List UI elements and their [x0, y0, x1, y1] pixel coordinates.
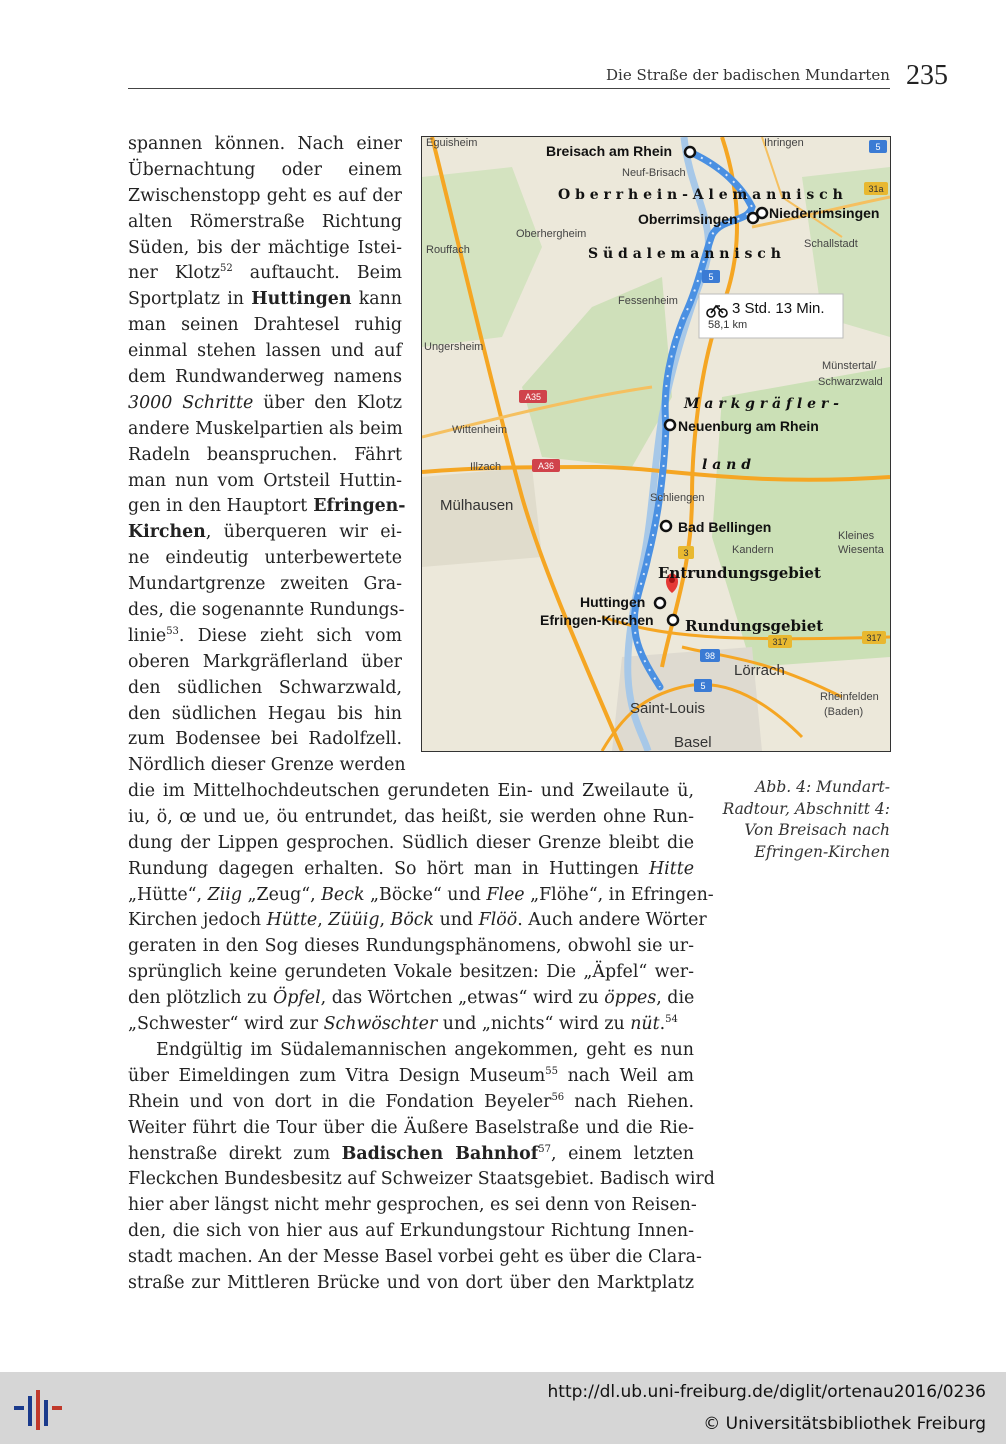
- text-line: Weiter führt die Tour über die Äußere Baselstraße und die Rie-: [128, 1117, 694, 1138]
- place-label: Mülhausen: [440, 497, 514, 514]
- text-run: „Schwester“ wird zur: [128, 1014, 319, 1035]
- text-line: Mundartgrenze zweiten Gra-: [128, 574, 402, 595]
- dialect-region-label: Entrundungsgebiet: [658, 564, 821, 582]
- road-badge: [869, 140, 887, 153]
- text-line: man seinen Drahtesel ruhig: [128, 315, 402, 336]
- text-line: [128, 883, 714, 909]
- footnote-ref: 54: [665, 1014, 678, 1026]
- text-line: des, die sogenannte Rundungs-: [128, 600, 405, 621]
- place-label: Lörrach: [734, 662, 785, 679]
- place-label: Wittenheim: [452, 424, 508, 436]
- text-line: sprünglich keine gerundeten Vokale besitzen: Die „Äpfel“ wer-: [128, 962, 694, 983]
- document-url-link[interactable]: http://dl.ub.uni-freiburg.de/diglit/ortenau2016/0236: [547, 1382, 986, 1402]
- place-label: Oberrimsingen: [638, 211, 738, 227]
- page-number: 235: [906, 60, 948, 91]
- text-line: geraten in den Sog dieses Rundungsphänomens, obwohl sie ur-: [128, 936, 694, 957]
- text-run: , einem letzten: [550, 1143, 695, 1164]
- text-run: linie: [128, 625, 167, 646]
- text-run: . Auch andere Wörter: [517, 910, 707, 931]
- text-line: zum Bodensee bei Radolfzell.: [128, 729, 402, 750]
- text-line: iu, ö, œ und ue, öu entrundet, das heißt, sie werden ohne Run-: [128, 806, 694, 827]
- footnote-ref: 55: [545, 1066, 559, 1078]
- text-line: [128, 520, 402, 546]
- text-run: ner Klotz: [128, 263, 221, 284]
- dialect-region-label: Rundungsgebiet: [685, 617, 824, 635]
- text-run: Sportplatz in: [128, 289, 244, 310]
- place-label: Rheinfelden: [820, 691, 879, 703]
- text-line: alten Römerstraße Richtung: [128, 211, 402, 232]
- text-line: Nördlich dieser Grenze werden: [128, 755, 406, 776]
- text-line: Kirchen jedoch Hütte, Züüig, Böck und Flöö. Auch andere Wörter: [128, 910, 707, 931]
- place-label: Basel: [674, 734, 712, 751]
- text-line: den, die sich von hier aus auf Erkundungstour Richtung Innen-: [128, 1221, 694, 1242]
- text-line: „Schwester“ wird zur Schwöschter und „nichts“ wird zu nüt.$^{54}$: [128, 1014, 678, 1035]
- svg-text:5: 5: [700, 681, 706, 691]
- text-run: henstraße direkt zum: [128, 1143, 331, 1164]
- footnote-ref: 53: [166, 626, 179, 638]
- place-label: Münstertal/: [822, 360, 877, 372]
- text-line: dem Rundwanderweg namens: [128, 367, 402, 388]
- bold-term: Efringen-: [307, 496, 406, 517]
- text-line: Übernachtung oder einem: [128, 159, 402, 180]
- caption-line: Abb. 4: Mundart-: [755, 778, 890, 796]
- text-line: den südlichen Hegau bis hin: [128, 703, 402, 724]
- text-line: andere Muskelpartien als beim: [128, 418, 403, 439]
- text-run: und: [434, 910, 474, 931]
- footnote-ref: 57: [538, 1143, 551, 1155]
- text-line: ne eindeutig unterbewertete: [128, 548, 402, 569]
- road-badge: [862, 631, 886, 644]
- text-line: man nun vom Ortsteil Huttin-: [128, 470, 402, 491]
- place-label: Oberhergheim: [516, 228, 587, 240]
- text-run: , überqueren wir ei-: [205, 522, 402, 543]
- text-line: hier aber längst nicht mehr gesprochen, es sei denn von Reisen-: [128, 1195, 697, 1216]
- road-badge: [694, 679, 712, 692]
- text-run: „Böcke“ und: [364, 884, 481, 905]
- italic-term: Öpfel: [272, 988, 321, 1009]
- text-run: nach Riehen.: [564, 1091, 695, 1112]
- italic-term: Schwöschter: [323, 1014, 438, 1035]
- route-stop-marker: [748, 213, 758, 223]
- italic-term: Beck: [321, 884, 365, 905]
- text-line: [128, 1064, 694, 1090]
- text-run: und „nichts“ wird zu: [437, 1014, 625, 1035]
- route-info-box: [699, 294, 843, 338]
- road-badge: [519, 390, 547, 403]
- place-label: Niederrimsingen: [769, 205, 880, 221]
- text-line: Endgültig im Südalemannischen angekommen, geht es nun: [156, 1040, 694, 1060]
- road-badge: [864, 182, 888, 195]
- text-line: [128, 391, 402, 417]
- svg-text:A35: A35: [524, 392, 542, 402]
- bold-term: Kirchen: [128, 522, 206, 543]
- footnote-ref: 56: [551, 1091, 565, 1103]
- footnote-ref: 52: [220, 263, 233, 275]
- place-label: Breisach am Rhein: [546, 143, 673, 159]
- place-label: Neuf-Brisach: [622, 167, 686, 179]
- place-label: Illzach: [470, 461, 502, 473]
- svg-text:A36: A36: [537, 461, 555, 471]
- road-badge: [768, 635, 792, 648]
- route-duration: 3 Std. 13 Min.: [732, 300, 825, 317]
- road-badge: [678, 546, 694, 559]
- text-line: [128, 857, 694, 883]
- caption-line: Radtour, Abschnitt 4:: [722, 799, 890, 818]
- route-stop-marker: [685, 147, 695, 157]
- text-run: . Diese zieht sich vom: [178, 625, 402, 646]
- text-run: „Hütte“,: [128, 884, 203, 905]
- place-label: Wiesenta: [838, 544, 884, 556]
- footer-bar: [0, 1372, 1006, 1444]
- place-label: Rouffach: [426, 244, 470, 256]
- italic-term: Hitte: [649, 858, 695, 879]
- italic-term: 3000 Schritte: [128, 392, 254, 413]
- place-label: Ungersheim: [424, 341, 484, 353]
- column-paragraph: [128, 132, 406, 779]
- road-badge: [702, 270, 720, 283]
- svg-text:317: 317: [772, 637, 788, 647]
- road-badge: [700, 649, 720, 662]
- library-logo-icon: [12, 1386, 64, 1432]
- text-run: gen in den Hauptort: [128, 496, 308, 517]
- place-label: Eguisheim: [426, 137, 478, 149]
- text-line: oberen Markgräflerland über: [128, 651, 402, 672]
- svg-text:5: 5: [708, 272, 714, 282]
- text-line: straße zur Mittleren Brücke und von dort über den Marktplatz: [128, 1273, 694, 1294]
- bold-term: Badischen Bahnhof: [341, 1143, 539, 1164]
- caption-line: Von Breisach nach: [744, 821, 890, 839]
- place-label: (Baden): [824, 706, 864, 718]
- body-paragraph-2: [128, 1038, 715, 1297]
- text-line: Fleckchen Bundesbesitz auf Schweizer Staatsgebiet. Badisch wird: [128, 1169, 715, 1190]
- place-label: Fessenheim: [618, 295, 678, 307]
- place-label: Saint-Louis: [630, 700, 706, 717]
- svg-text:317: 317: [866, 633, 882, 643]
- caption-line: Efringen-Kirchen: [754, 842, 890, 861]
- text-line: die im Mittelhochdeutschen gerundeten Ein- und Zweilaute ü,: [128, 781, 694, 801]
- header-rule: [128, 88, 890, 89]
- route-stop-marker: [665, 420, 675, 430]
- text-line: Radeln beanspruchen. Fährt: [128, 444, 402, 465]
- italic-term: öppes: [604, 988, 657, 1009]
- svg-text:31a: 31a: [868, 184, 884, 194]
- route-distance: 58,1 km: [708, 319, 748, 331]
- text-run: „Flöhe“, in Efringen-: [524, 884, 714, 905]
- text-line: Zwischenstopp geht es auf der: [128, 185, 402, 206]
- svg-text:3: 3: [683, 548, 689, 558]
- urban-area: [422, 467, 542, 567]
- place-label: Bad Bellingen: [678, 519, 772, 535]
- text-line: spannen können. Nach einer: [128, 134, 402, 154]
- text-run: , das Wörtchen „etwas“ wird zu: [320, 988, 599, 1009]
- dialect-region-label: l a n d: [702, 457, 751, 473]
- text-line: dung der Lippen gesprochen. Südlich dieser Grenze bleibt die: [128, 832, 694, 853]
- text-run: den plötzlich zu: [128, 988, 268, 1009]
- text-line: [128, 1142, 694, 1168]
- text-line: [128, 287, 402, 313]
- text-line: [128, 624, 402, 650]
- text-line: [128, 1090, 694, 1116]
- text-run: Kirchen jedoch: [128, 910, 262, 931]
- text-run: , die: [656, 988, 695, 1009]
- italic-term: Böck: [390, 910, 435, 931]
- svg-text:5: 5: [875, 142, 881, 152]
- text-run: Rundung dagegen erhalten. So hört man in Huttingen: [128, 858, 639, 879]
- italic-term: nüt: [630, 1014, 660, 1035]
- body-paragraph: [128, 779, 714, 1038]
- italic-term: Ziig: [207, 884, 242, 905]
- text-line: stadt machen. An der Messe Basel vorbei geht es über die Clara-: [128, 1247, 702, 1268]
- place-label: Huttingen: [580, 594, 646, 610]
- dialect-region-label: S ü d a l e m a n n i s c h: [588, 246, 781, 262]
- route-stop-marker: [668, 615, 678, 625]
- route-map: [421, 136, 891, 752]
- italic-term: Züüig: [328, 910, 380, 931]
- italic-term: Flee: [486, 884, 525, 905]
- copyright-notice: © Universitätsbibliothek Freiburg: [703, 1414, 986, 1434]
- text-run: über Eimeldingen zum Vitra Design Museum: [128, 1065, 546, 1086]
- italic-term: Flöö: [478, 910, 518, 931]
- text-run: kann: [351, 289, 402, 310]
- text-run: „Zeug“,: [241, 884, 316, 905]
- dialect-region-label: O b e r r h e i n - A l e m a n n i s c h: [558, 187, 843, 203]
- dialect-region-label: M a r k g r ä f l e r -: [684, 396, 839, 412]
- text-line: [128, 494, 406, 520]
- running-title: Die Straße der badischen Mundarten: [606, 66, 890, 84]
- place-label: Kandern: [732, 544, 774, 556]
- bold-term: Huttingen: [251, 289, 352, 310]
- text-line: [128, 261, 402, 287]
- text-run: Rhein und von dort in die Fondation Beyeler: [128, 1091, 552, 1112]
- place-label: Schwarzwald: [818, 376, 883, 388]
- italic-term: Hütte: [266, 910, 318, 931]
- place-label: Schliengen: [650, 492, 705, 504]
- text-line: Süden, bis der mächtige Istei-: [128, 237, 402, 258]
- place-label: Efringen-Kirchen: [540, 612, 654, 628]
- text-run: über den Klotz: [253, 392, 402, 413]
- text-line: [128, 986, 694, 1012]
- place-label: Kleines: [838, 530, 875, 542]
- route-stop-marker: [661, 521, 671, 531]
- route-stop-marker: [655, 598, 665, 608]
- road-badge: [532, 459, 560, 472]
- place-label: Schallstadt: [804, 238, 858, 250]
- text-run: auftaucht. Beim: [232, 263, 402, 284]
- text-line: den südlichen Schwarzwald,: [128, 677, 402, 698]
- text-line: einmal stehen lassen und auf: [128, 341, 402, 362]
- svg-text:98: 98: [704, 651, 716, 661]
- place-label: Neuenburg am Rhein: [678, 418, 819, 434]
- place-label: Ihringen: [764, 137, 804, 149]
- text-run: nach Weil am: [558, 1065, 694, 1086]
- figure-caption: [712, 777, 890, 863]
